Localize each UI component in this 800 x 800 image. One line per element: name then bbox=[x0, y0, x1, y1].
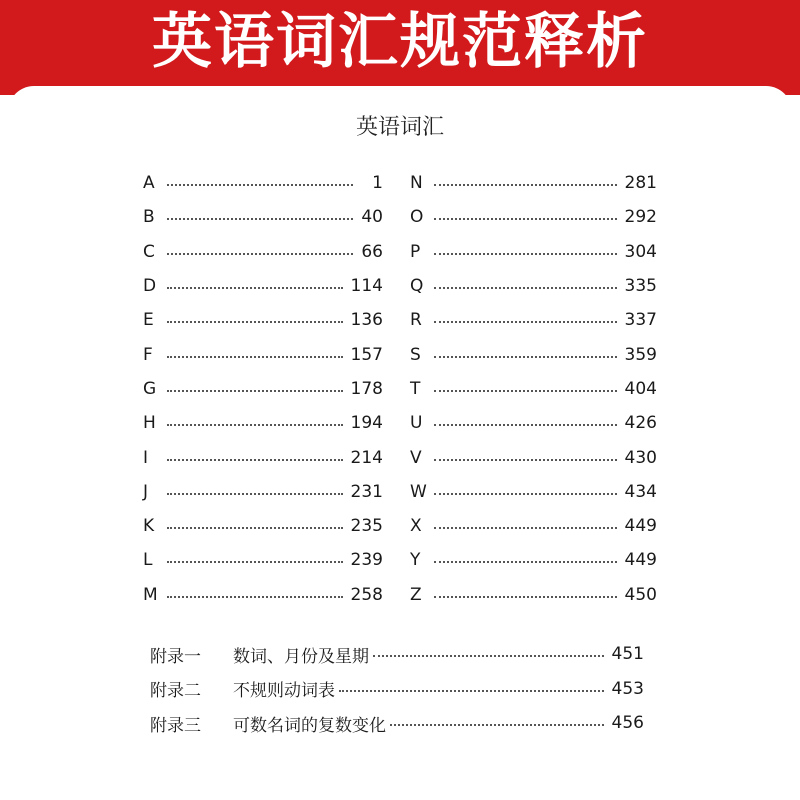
dot-leader bbox=[434, 493, 617, 495]
appendix-entry bbox=[150, 672, 644, 707]
toc-entry bbox=[410, 303, 657, 337]
toc-entry bbox=[143, 406, 383, 440]
entry-letter: H bbox=[143, 413, 156, 434]
dot-leader bbox=[167, 493, 343, 495]
toc-entry bbox=[143, 543, 383, 577]
appendix-label: 附录二 bbox=[150, 681, 201, 702]
appendix-page: 456 bbox=[611, 713, 644, 734]
dot-leader bbox=[167, 253, 353, 255]
dot-leader bbox=[167, 596, 343, 598]
toc-column-right bbox=[410, 166, 657, 612]
entry-letter: Q bbox=[410, 276, 424, 297]
toc-entry bbox=[410, 509, 657, 543]
appendix-label: 附录三 bbox=[150, 715, 201, 736]
dot-leader bbox=[434, 321, 617, 323]
banner-title: 英语词汇规范释析 bbox=[152, 7, 648, 77]
entry-page: 157 bbox=[350, 344, 383, 365]
entry-page: 404 bbox=[624, 378, 657, 399]
toc-entry bbox=[410, 578, 657, 612]
dot-leader bbox=[434, 424, 617, 426]
entry-page: 449 bbox=[624, 550, 657, 571]
entry-page: 114 bbox=[350, 276, 383, 297]
toc-entry bbox=[143, 475, 383, 509]
appendix-title: 可数名词的复数变化 bbox=[233, 715, 386, 736]
dot-leader bbox=[434, 596, 617, 598]
appendix-title: 数词、月份及星期 bbox=[233, 646, 369, 667]
entry-page: 239 bbox=[350, 550, 383, 571]
dot-leader bbox=[373, 655, 604, 657]
entry-letter: M bbox=[143, 584, 158, 605]
entry-letter: Z bbox=[410, 584, 422, 605]
dot-leader bbox=[434, 356, 617, 358]
entry-letter: J bbox=[143, 481, 149, 502]
entry-letter: L bbox=[143, 550, 153, 571]
entry-page: 359 bbox=[624, 344, 657, 365]
toc-entry bbox=[410, 337, 657, 371]
toc-entry bbox=[143, 166, 383, 200]
dot-leader bbox=[434, 218, 617, 220]
entry-page: 40 bbox=[361, 207, 383, 228]
entry-page: 337 bbox=[624, 310, 657, 331]
dot-leader bbox=[167, 527, 343, 529]
dot-leader bbox=[434, 287, 617, 289]
entry-letter: W bbox=[410, 481, 427, 502]
entry-page: 178 bbox=[350, 378, 383, 399]
dot-leader bbox=[434, 527, 617, 529]
dot-leader bbox=[434, 459, 617, 461]
toc-entry bbox=[143, 440, 383, 474]
entry-page: 258 bbox=[350, 584, 383, 605]
entry-page: 231 bbox=[350, 481, 383, 502]
dot-leader bbox=[434, 184, 617, 186]
dot-leader bbox=[167, 287, 343, 289]
entry-page: 281 bbox=[624, 173, 657, 194]
entry-page: 1 bbox=[372, 173, 383, 194]
dot-leader bbox=[339, 690, 604, 692]
toc-entry bbox=[410, 440, 657, 474]
appendix-label: 附录一 bbox=[150, 646, 201, 667]
entry-page: 66 bbox=[361, 241, 383, 262]
dot-leader bbox=[167, 356, 343, 358]
entry-page: 430 bbox=[624, 447, 657, 468]
toc-entry bbox=[143, 200, 383, 234]
entry-letter: F bbox=[143, 344, 153, 365]
entry-letter: U bbox=[410, 413, 423, 434]
entry-page: 304 bbox=[624, 241, 657, 262]
appendix-list bbox=[150, 637, 644, 741]
dot-leader bbox=[434, 561, 617, 563]
entry-letter: C bbox=[143, 241, 155, 262]
toc-entry bbox=[410, 406, 657, 440]
entry-letter: V bbox=[410, 447, 422, 468]
entry-page: 214 bbox=[350, 447, 383, 468]
toc-entry bbox=[410, 269, 657, 303]
entry-page: 335 bbox=[624, 276, 657, 297]
dot-leader bbox=[167, 459, 343, 461]
toc-entry bbox=[143, 269, 383, 303]
toc-entry bbox=[143, 303, 383, 337]
entry-page: 450 bbox=[624, 584, 657, 605]
dot-leader bbox=[434, 253, 617, 255]
dot-leader bbox=[167, 218, 353, 220]
toc-entry bbox=[410, 166, 657, 200]
entry-letter: P bbox=[410, 241, 421, 262]
toc-entry bbox=[143, 337, 383, 371]
entry-letter: S bbox=[410, 344, 421, 365]
entry-letter: T bbox=[410, 378, 421, 399]
toc-entry bbox=[410, 235, 657, 269]
toc-entry bbox=[410, 543, 657, 577]
appendix-entry bbox=[150, 706, 644, 741]
entry-page: 292 bbox=[624, 207, 657, 228]
dot-leader bbox=[434, 390, 617, 392]
entry-page: 426 bbox=[624, 413, 657, 434]
toc-entry bbox=[143, 509, 383, 543]
toc-entry bbox=[143, 372, 383, 406]
entry-letter: E bbox=[143, 310, 154, 331]
entry-letter: D bbox=[143, 276, 157, 297]
appendix-page: 451 bbox=[611, 644, 644, 665]
entry-page: 434 bbox=[624, 481, 657, 502]
entry-page: 235 bbox=[350, 516, 383, 537]
entry-page: 194 bbox=[350, 413, 383, 434]
appendix-title: 不规则动词表 bbox=[233, 681, 335, 702]
dot-leader bbox=[167, 321, 343, 323]
dot-leader bbox=[167, 184, 353, 186]
toc-title: 英语词汇 bbox=[355, 115, 444, 140]
toc-entry bbox=[410, 372, 657, 406]
entry-letter: O bbox=[410, 207, 424, 228]
entry-letter: A bbox=[143, 173, 155, 194]
appendix-page: 453 bbox=[611, 678, 644, 699]
dot-leader bbox=[167, 390, 343, 392]
entry-letter: G bbox=[143, 378, 157, 399]
entry-letter: K bbox=[143, 516, 155, 537]
appendix-entry bbox=[150, 637, 644, 672]
entry-letter: Y bbox=[410, 550, 421, 571]
entry-letter: R bbox=[410, 310, 422, 331]
toc-entry bbox=[410, 200, 657, 234]
entry-letter: B bbox=[143, 207, 155, 228]
entry-page: 136 bbox=[350, 310, 383, 331]
toc-column-left bbox=[143, 166, 383, 612]
dot-leader bbox=[167, 561, 343, 563]
dot-leader bbox=[390, 724, 604, 726]
entry-page: 449 bbox=[624, 516, 657, 537]
toc-entry bbox=[143, 578, 383, 612]
dot-leader bbox=[167, 424, 343, 426]
entry-letter: N bbox=[410, 173, 423, 194]
entry-letter: I bbox=[143, 447, 149, 468]
toc-entry bbox=[410, 475, 657, 509]
toc-entry bbox=[143, 235, 383, 269]
entry-letter: X bbox=[410, 516, 422, 537]
